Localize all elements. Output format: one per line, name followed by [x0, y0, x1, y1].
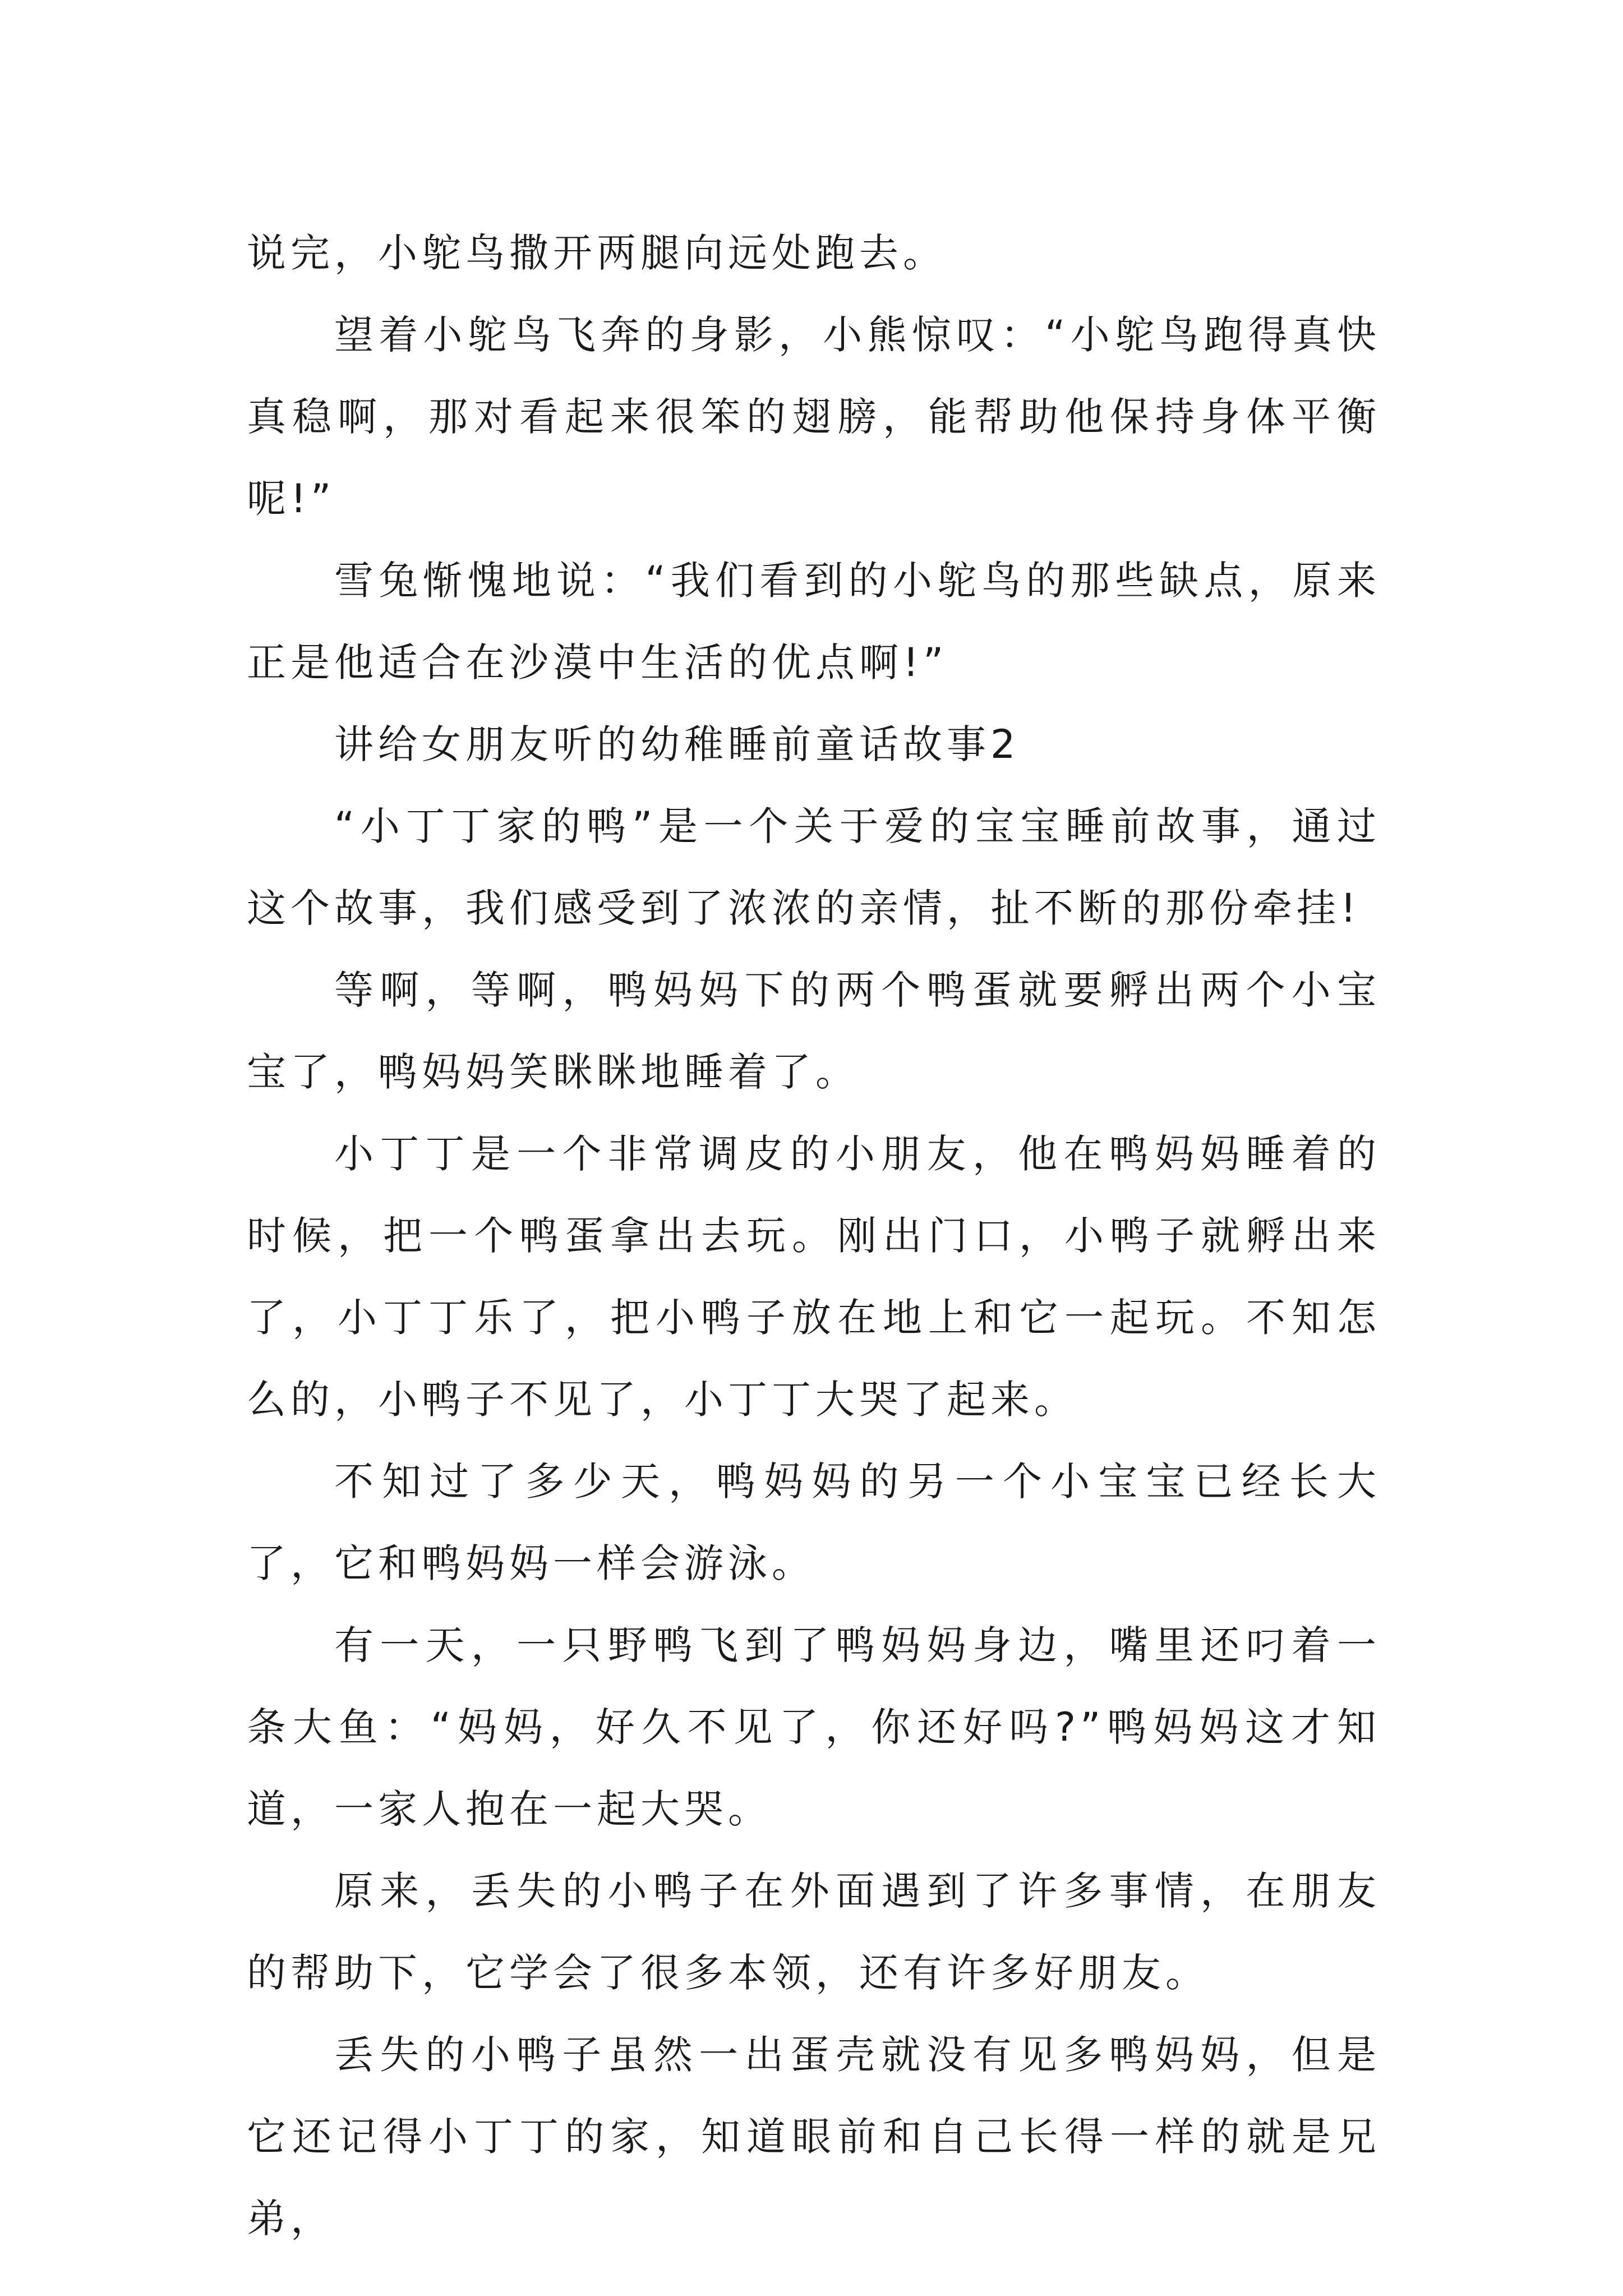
paragraph-5: “小丁丁家的鸭”是一个关于爱的宝宝睡前故事，通过这个故事，我们感受到了浓浓的亲情，扯不断的那份牵挂! [247, 803, 1381, 931]
paragraph-2: 望着小鸵鸟飞奔的身影，小熊惊叹：“小鸵鸟跑得真快真稳啊，那对看起来很笨的翅膀，能帮助他保持身体平衡呢!” [247, 312, 1381, 522]
paragraph-6: 等啊，等啊，鸭妈妈下的两个鸭蛋就要孵出两个小宝宝了，鸭妈妈笑眯眯地睡着了。 [247, 967, 1381, 1095]
section-heading: 讲给女朋友听的幼稚睡前童话故事2 [334, 721, 1020, 767]
document-body [247, 212, 1381, 2260]
paragraph-10: 原来，丢失的小鸭子在外面遇到了许多事情，在朋友的帮助下，它学会了很多本领，还有许多好朋友。 [247, 1868, 1381, 1996]
paragraph-8: 不知过了多少天，鸭妈妈的另一个小宝宝已经长大了，它和鸭妈妈一样会游泳。 [247, 1458, 1381, 1586]
paragraph-3: 雪兔惭愧地说：“我们看到的小鸵鸟的那些缺点，原来正是他适合在沙漠中生活的优点啊!” [247, 558, 1381, 685]
paragraph-9: 有一天，一只野鸭飞到了鸭妈妈身边，嘴里还叼着一条大鱼：“妈妈，好久不见了，你还好吗?”鸭妈妈这才知道，一家人抱在一起大哭。 [247, 1622, 1381, 1832]
paragraph-1: 说完，小鸵鸟撒开两腿向远处跑去。 [247, 230, 947, 276]
paragraph-7: 小丁丁是一个非常调皮的小朋友，他在鸭妈妈睡着的时候，把一个鸭蛋拿出去玩。刚出门口，小鸭子就孵出来了，小丁丁乐了，把小鸭子放在地上和它一起玩。不知怎么的，小鸭子不见了，小丁丁大哭了起来。 [247, 1131, 1381, 1423]
paragraph-11: 丢失的小鸭子虽然一出蛋壳就没有见多鸭妈妈，但是它还记得小丁丁的家，知道眼前和自己长得一样的就是兄弟， [247, 2032, 1381, 2242]
